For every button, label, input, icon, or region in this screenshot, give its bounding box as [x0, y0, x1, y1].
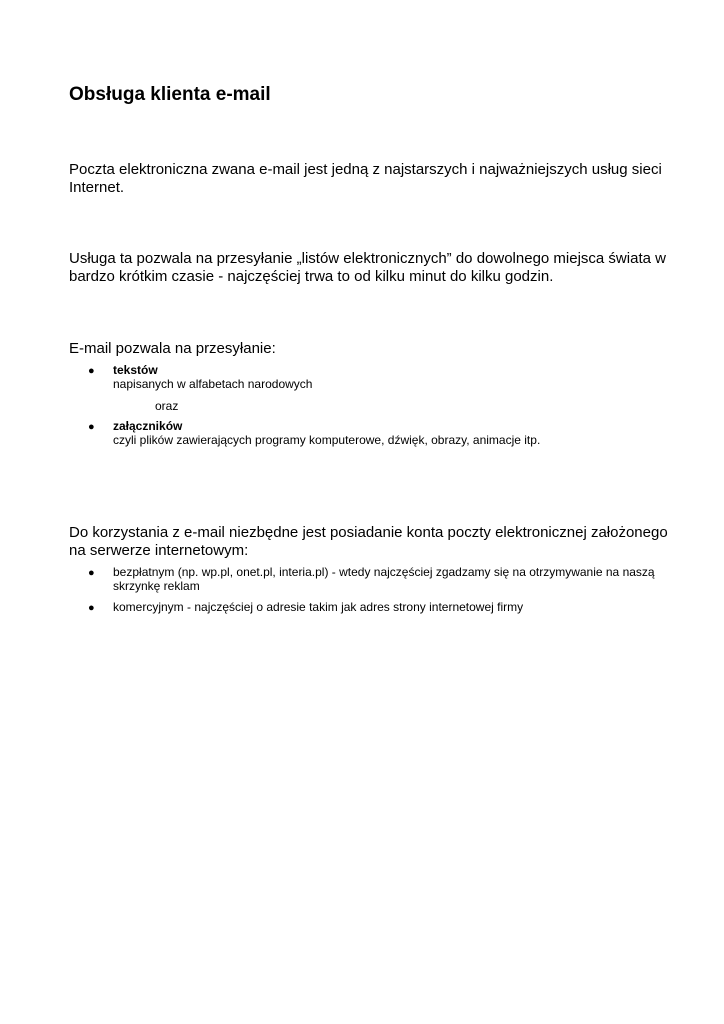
page-title: Obsługa klienta e-mail — [69, 84, 271, 105]
list-item-label: tekstów — [113, 363, 158, 377]
bullet-icon: ● — [88, 602, 95, 614]
bullet-icon: ● — [88, 365, 95, 377]
list-item-texts — [113, 363, 673, 391]
list-item-attachments — [113, 419, 673, 447]
bullet-icon: ● — [88, 567, 95, 579]
paragraph-requirements: Do korzystania z e-mail niezbędne jest posiadanie konta poczty elektronicznej założonego na serwerze internetowym: — [69, 524, 668, 559]
paragraph-intro: Poczta elektroniczna zwana e-mail jest jedną z najstarszych i najważniejszych usług sieci Internet. — [69, 161, 662, 196]
list-item-label: załączników — [113, 419, 183, 433]
conjunction-text: oraz — [155, 399, 179, 413]
list-item-commercial-account: komercyjnym - najczęściej o adresie takim jak adres strony internetowej firmy — [113, 600, 524, 614]
list-item-description: czyli plików zawierających programy komputerowe, dźwięk, obrazy, animacje itp. — [113, 433, 541, 447]
list-item-free-account: bezpłatnym (np. wp.pl, onet.pl, interia.pl) - wtedy najczęściej zgadzamy się na otrzymywanie na naszą skrzynkę reklam — [113, 565, 655, 593]
list-item-description: napisanych w alfabetach narodowych — [113, 377, 313, 391]
paragraph-usage: Usługa ta pozwala na przesyłanie „listów elektronicznych” do dowolnego miejsca świata w bardzo krótkim czasie - najczęściej trwa to od kilku minut do kilku godzin. — [69, 250, 666, 285]
paragraph-allows: E-mail pozwala na przesyłanie: — [69, 340, 276, 357]
bullet-icon: ● — [88, 421, 95, 433]
